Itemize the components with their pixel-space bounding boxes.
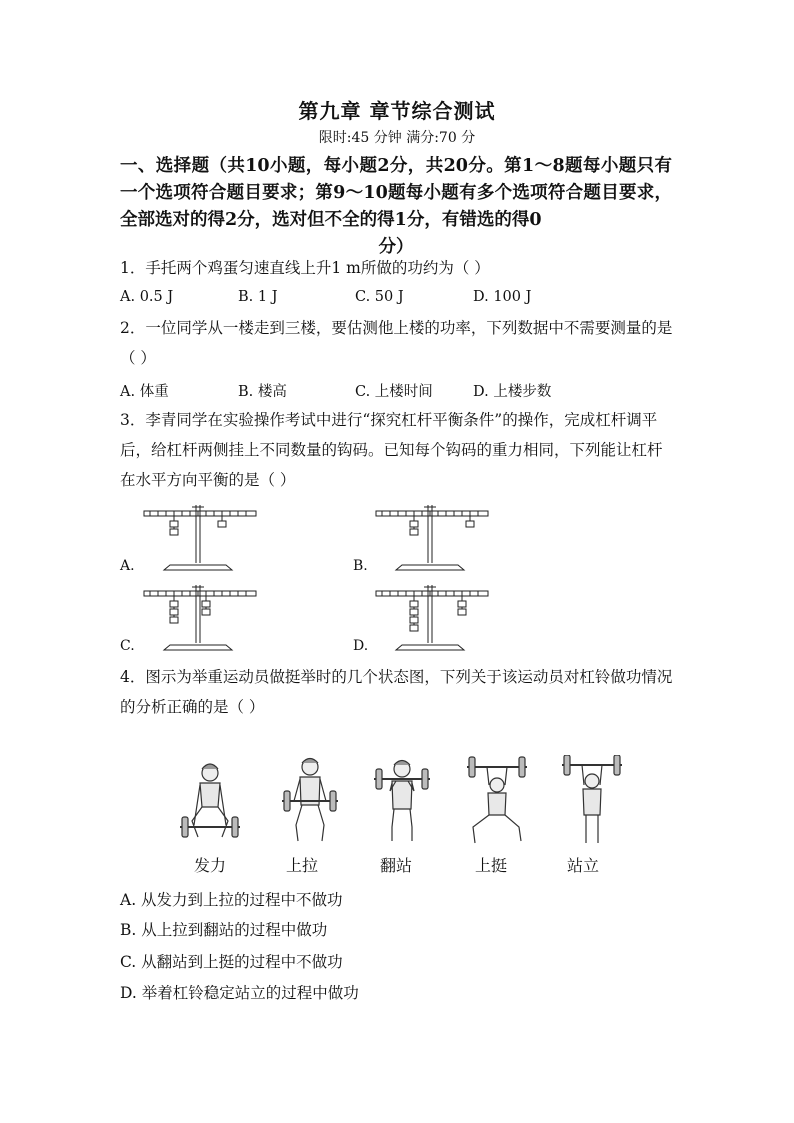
weightlifting-figures [170, 755, 640, 850]
lever-diagram-c[interactable] [140, 583, 260, 653]
section-heading [120, 153, 672, 261]
athlete-figure-zhanli [560, 755, 624, 850]
lever-diagram-a[interactable] [140, 503, 260, 573]
page-title: 第九章 章节综合测试 [298, 99, 496, 123]
q2-option-b[interactable]: B. 楼高 [238, 384, 287, 400]
lever-diagram-d[interactable] [372, 583, 492, 653]
section-heading-end: 分） [378, 237, 414, 257]
athlete-figure-shangting [465, 755, 529, 850]
question-2-stem: 2．一位同学从一楼走到三楼，要估测他上楼的功率，下列数据中不需要测量的是（ ） [120, 319, 673, 367]
stage-label-shangting: 上挺 [475, 856, 508, 875]
section-heading-text: 一、选择题（共10小题，每小题2分，共20分。第1～8题每小题只有一个选项符合题目要求；第9～10题每小题有多个选项符合题目要求，全部选对的得2分，选对但不全的得1分，有错选的得0 [120, 156, 672, 230]
stage-label-zhanli: 站立 [567, 856, 600, 875]
q2-option-d[interactable]: D. 上楼步数 [473, 384, 552, 400]
q1-option-b[interactable]: B. 1 J [238, 289, 278, 305]
lever-diagram-b[interactable] [372, 503, 492, 573]
q1-option-c[interactable]: C. 50 J [355, 289, 404, 305]
q2-option-c[interactable]: C. 上楼时间 [355, 384, 433, 400]
athlete-figure-fanzhan [370, 755, 434, 850]
lever-label-a: A. [120, 558, 135, 574]
q1-option-d[interactable]: D. 100 J [473, 289, 532, 305]
q1-option-a[interactable]: A. 0.5 J [120, 289, 174, 305]
athlete-figure-shangla [278, 755, 342, 850]
question-1-options [120, 289, 680, 313]
q4-choice-d[interactable]: D. 举着杠铃稳定站立的过程中做功 [120, 984, 359, 1002]
athlete-figure-fali [178, 755, 242, 850]
question-3-stem: 3．李青同学在实验操作考试中进行“探究杠杆平衡条件”的操作，完成杠杆调平后，给杠杆两侧挂上不同数量的钩码。已知每个钩码的重力相同，下列能让杠杆在水平方向平衡的是（ ） [120, 411, 663, 489]
q4-choice-b[interactable]: B. 从上拉到翻站的过程中做功 [120, 921, 328, 939]
lever-label-c: C. [120, 638, 135, 654]
lever-label-d: D. [353, 638, 369, 654]
page-subtitle: 限时:45 分钟 满分:70 分 [318, 130, 476, 146]
question-1-stem: 1．手托两个鸡蛋匀速直线上升1 m所做的功约为（ ） [120, 259, 490, 277]
lever-label-b: B. [353, 558, 368, 574]
stage-label-fanzhan: 翻站 [380, 856, 413, 875]
question-2-options [120, 380, 680, 404]
q4-choice-c[interactable]: C. 从翻站到上挺的过程中不做功 [120, 953, 343, 971]
stage-label-fali: 发力 [194, 856, 227, 875]
q2-option-a[interactable]: A. 体重 [120, 384, 169, 400]
question-4-stem: 4．图示为举重运动员做挺举时的几个状态图，下列关于该运动员对杠铃做功情况的分析正确的是（ ） [120, 668, 673, 716]
q4-choice-a[interactable]: A. 从发力到上拉的过程中不做功 [120, 891, 343, 909]
stage-label-shangla: 上拉 [286, 856, 319, 875]
